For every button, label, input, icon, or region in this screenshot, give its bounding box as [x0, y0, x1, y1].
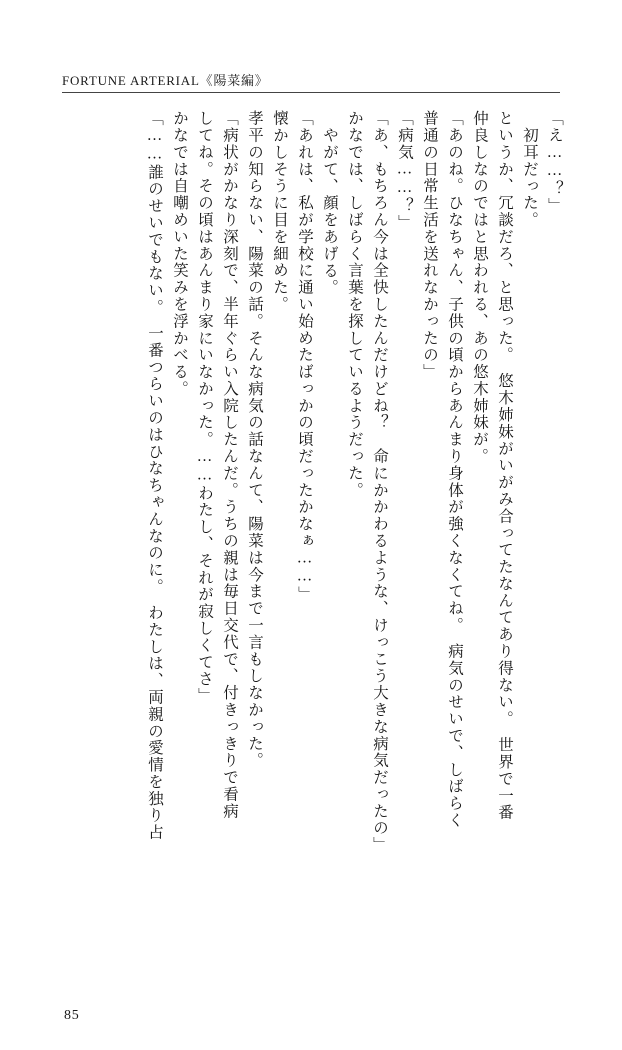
- text-line: 「……誰のせいでもない。 一番つらいのはひなちゃんなのに。 わたしは、両親の愛情を独り占: [146, 110, 163, 841]
- text-line: 普通の日常生活を送れなかったの」: [421, 110, 438, 381]
- text-line: 懐かしそうに目を細めた。: [271, 110, 288, 313]
- text-line: かなでは自嘲めいた笑みを浮かべる。: [171, 110, 188, 398]
- page-number: 85: [64, 1008, 80, 1023]
- text-line: 「あ、もちろん今は全快したんだけどね？ 命にかかわるような、けっこう大きな病気だったの」: [371, 110, 388, 854]
- body-text: [60, 110, 562, 990]
- text-line: やがて、顔をあげる。: [321, 127, 338, 296]
- header-rule: [62, 92, 560, 93]
- running-header: [62, 70, 269, 89]
- header-series-title: FORTUNE ARTERIAL: [62, 73, 200, 88]
- text-line: 「病気……？」: [396, 110, 413, 232]
- text-line: 「あのね。ひなちゃん、子供の頃からあんまり身体が強くなくてね。 病気のせいで、しばらく: [446, 110, 463, 829]
- text-line: 「え……？」: [546, 110, 563, 215]
- text-line: 仲良しなのではと思われる、あの悠木姉妹が。: [471, 110, 488, 465]
- text-line: 「病状がかなり深刻で、半年ぐらい入院したんだ。うちの親は毎日交代で、付きっきりで看病: [221, 110, 238, 820]
- text-line: 「あれは、私が学校に通い始めたばっかの頃だったかなぁ……」: [296, 110, 313, 603]
- text-line: というか、冗談だろ、と思った。 悠木姉妹がいがみ合ってたなんてあり得ない。 世界で一番: [496, 110, 513, 821]
- text-line: してね。その頃はあんまり家にいなかった。……わたし、それが寂しくてさ」: [196, 110, 213, 705]
- text-line: かなでは、しばらく言葉を探しているようだった。: [346, 110, 363, 499]
- header-volume-title: 《陽菜編》: [199, 73, 269, 88]
- text-line: 孝平の知らない、陽菜の話。そんな病気の話なんて、陽菜は今まで一言もしなかった。: [246, 110, 263, 769]
- text-line: 初耳だった。: [521, 127, 538, 229]
